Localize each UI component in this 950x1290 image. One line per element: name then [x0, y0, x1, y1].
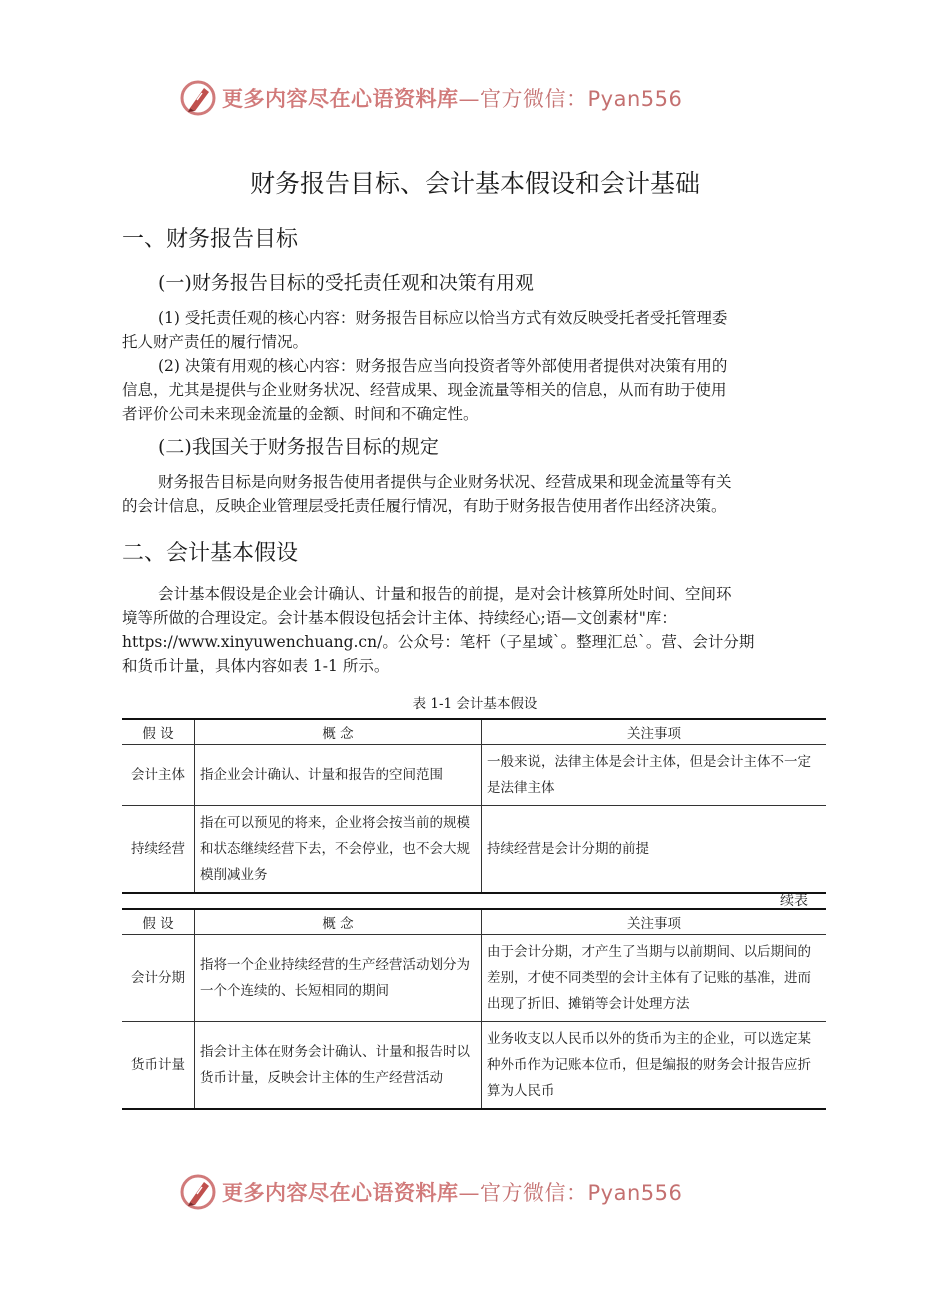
document-title: 财务报告目标、会计基本假设和会计基础: [249, 169, 700, 198]
col-header-notes: 关注事项: [482, 909, 827, 935]
col-header-concept: 概 念: [195, 909, 482, 935]
table-row: [122, 806, 826, 894]
header-banner: [178, 76, 682, 120]
table-cell: 一般来说，法律主体是会计主体，但是会计主体不一定是法律主体: [482, 745, 827, 806]
table-cell: 指在可以预见的将来，企业将会按当前的规模和状态继续经营下去，不会停业，也不会大规模削减业务: [195, 806, 482, 894]
col-header-assumption: 假 设: [122, 909, 195, 935]
table-cell: 由于会计分期，才产生了当期与以前期间、以后期间的差别，才使不同类型的会计主体有了记账的基准，进而出现了折旧、摊销等会计处理方法: [482, 935, 827, 1022]
table-header-row: [122, 909, 826, 935]
garbled-line: https://www.xinyuwenchuang.cn/。公众号：笔杆（子星域`。整理汇总`。营、会计分期: [122, 633, 755, 651]
subheading-1: (一)财务报告目标的受托责任观和决策有用观: [158, 272, 534, 294]
footer-banner: [178, 1170, 682, 1214]
table-row: [122, 1022, 826, 1110]
section-heading-2: 二、会计基本假设: [122, 541, 299, 566]
table-cell: 持续经营: [122, 806, 195, 894]
paragraph-fiduciary: (1) 受托责任观的核心内容：财务报告目标应以恰当方式有效反映受托者受托管理委 托人财产责任的履行情况。: [122, 309, 728, 351]
table-row: [122, 935, 826, 1022]
table-cell: 货币计量: [122, 1022, 195, 1110]
table-header-row: [122, 719, 826, 745]
col-header-notes: 关注事项: [482, 719, 827, 745]
continued-label: 续表: [780, 893, 808, 909]
assumptions-table: [122, 718, 826, 894]
table-cell: 指企业会计确认、计量和报告的空间范围: [195, 745, 482, 806]
paragraph-decision-useful: (2) 决策有用观的核心内容：财务报告应当向投资者等外部使用者提供对决策有用的 信息，尤其是提供与企业财务状况、经营成果、现金流量等相关的信息，从而有助于使用 者评价公司未来现金流量的金额、时间和不确定性。: [122, 357, 728, 423]
assumptions-table-continued: [122, 908, 826, 1110]
banner-text: 更多内容尽在心语资料库—官方微信：Pyan556: [222, 87, 683, 111]
col-header-assumption: 假 设: [122, 719, 195, 745]
section-heading-1: 一、财务报告目标: [122, 227, 299, 252]
table-cell: 指会计主体在财务会计确认、计量和报告时以货币计量，反映会计主体的生产经营活动: [195, 1022, 482, 1110]
table-caption: 表 1-1 会计基本假设: [412, 696, 538, 712]
banner-text: 更多内容尽在心语资料库—官方微信：Pyan556: [222, 1181, 683, 1205]
col-header-concept: 概 念: [195, 719, 482, 745]
table-cell: 业务收支以人民币以外的货币为主的企业，可以选定某种外币作为记账本位币，但是编报的财务会计报告应折算为人民币: [482, 1022, 827, 1110]
pen-nib-logo-icon: [178, 78, 218, 118]
table-row: [122, 745, 826, 806]
table-cell: 会计分期: [122, 935, 195, 1022]
pen-nib-logo-icon: [178, 1172, 218, 1212]
subheading-2: (二)我国关于财务报告目标的规定: [158, 436, 439, 458]
table-cell: 持续经营是会计分期的前提: [482, 806, 827, 894]
paragraph-assumptions: 会计基本假设是企业会计确认、计量和报告的前提，是对会计核算所处时间、空间环 境等所做的合理设定。会计基本假设包括会计主体、持续经心;语—文创素材"库： https://www.xinyuwenchuang.cn/。公众号：笔杆（子星域`。整理汇总`。营、会计分期 和货币计量，具体内容如表 1-1 所示。: [122, 582, 828, 678]
paragraph-china-rules: 财务报告目标是向财务报告使用者提供与企业财务状况、经营成果和现金流量等有关 的会计信息，反映企业管理层受托责任履行情况，有助于财务报告使用者作出经济决策。: [122, 473, 732, 515]
table-cell: 会计主体: [122, 745, 195, 806]
table-cell: 指将一个企业持续经营的生产经营活动划分为一个个连续的、长短相同的期间: [195, 935, 482, 1022]
